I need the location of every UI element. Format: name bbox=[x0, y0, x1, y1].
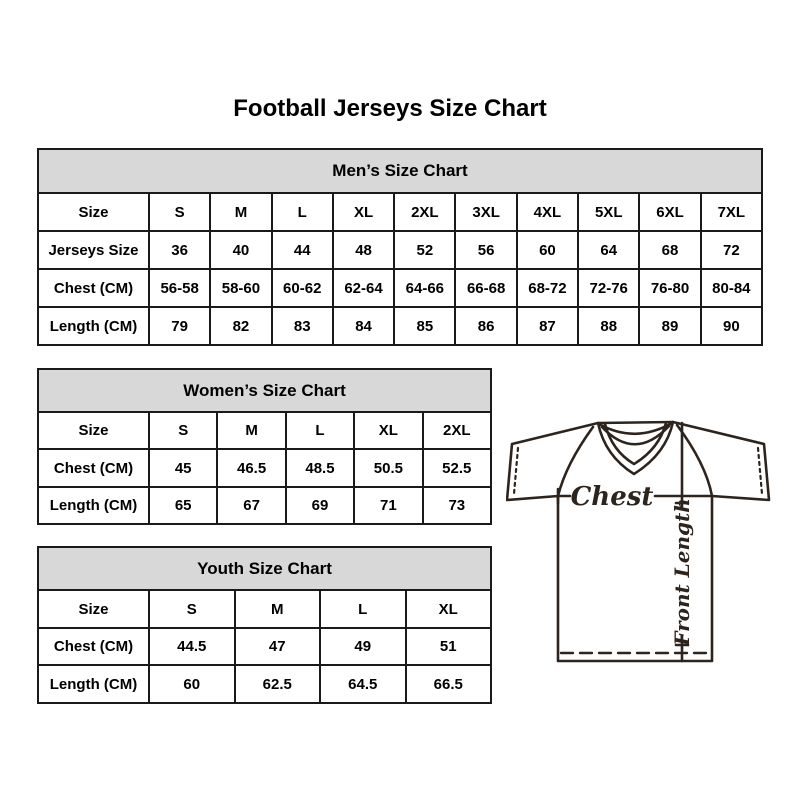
women-table-cell: 48.5 bbox=[286, 449, 354, 486]
men-row-header-cell: Chest (CM) bbox=[38, 269, 149, 307]
page-title: Football Jerseys Size Chart bbox=[233, 95, 547, 122]
men-table-cell: 5XL bbox=[578, 193, 639, 231]
women-table-cell: 67 bbox=[217, 487, 285, 524]
youth-size-table bbox=[37, 546, 492, 704]
women-table-cell: 45 bbox=[149, 449, 217, 486]
youth-table-cell: 64.5 bbox=[320, 665, 406, 703]
women-row-header-cell: Chest (CM) bbox=[38, 449, 149, 486]
youth-table-title-row bbox=[38, 547, 491, 590]
men-table-row-3 bbox=[38, 307, 762, 345]
men-table-cell: 56 bbox=[455, 231, 516, 269]
youth-table-cell: 60 bbox=[149, 665, 235, 703]
men-table-cell: 64-66 bbox=[394, 269, 455, 307]
youth-table-cell: XL bbox=[406, 590, 492, 628]
men-table-cell: 85 bbox=[394, 307, 455, 345]
women-table-row-2 bbox=[38, 487, 491, 524]
men-table-title-row bbox=[38, 149, 762, 193]
youth-table-cell: 62.5 bbox=[235, 665, 321, 703]
men-table-cell: 76-80 bbox=[639, 269, 700, 307]
women-table-cell: S bbox=[149, 412, 217, 449]
men-table-cell: 88 bbox=[578, 307, 639, 345]
women-table-cell: M bbox=[217, 412, 285, 449]
jersey-outline bbox=[507, 422, 769, 661]
women-table-cell: 73 bbox=[423, 487, 491, 524]
youth-table-row-2 bbox=[38, 665, 491, 703]
youth-table-cell: M bbox=[235, 590, 321, 628]
men-table-cell: 52 bbox=[394, 231, 455, 269]
men-table-cell: 83 bbox=[272, 307, 333, 345]
front-length-label: Front Length bbox=[670, 498, 694, 646]
men-table-cell: 48 bbox=[333, 231, 394, 269]
men-table-cell: M bbox=[210, 193, 271, 231]
women-table-cell: 71 bbox=[354, 487, 422, 524]
mens-size-table bbox=[37, 148, 763, 346]
youth-table-cell: L bbox=[320, 590, 406, 628]
youth-row-header-cell: Size bbox=[38, 590, 149, 628]
jersey-illustration bbox=[506, 414, 772, 668]
youth-row-header-cell: Chest (CM) bbox=[38, 628, 149, 666]
men-row-header-cell: Length (CM) bbox=[38, 307, 149, 345]
men-table-cell: 44 bbox=[272, 231, 333, 269]
men-table-cell: 64 bbox=[578, 231, 639, 269]
youth-table-cell: 44.5 bbox=[149, 628, 235, 666]
women-table-title: Women’s Size Chart bbox=[38, 369, 491, 412]
men-table-cell: 62-64 bbox=[333, 269, 394, 307]
women-table-title-row bbox=[38, 369, 491, 412]
jersey-measurement-diagram bbox=[506, 414, 772, 668]
youth-table-cell: 66.5 bbox=[406, 665, 492, 703]
women-table-cell: 52.5 bbox=[423, 449, 491, 486]
men-table-cell: 90 bbox=[701, 307, 762, 345]
men-table-cell: 40 bbox=[210, 231, 271, 269]
men-table-cell: 82 bbox=[210, 307, 271, 345]
men-table-cell: L bbox=[272, 193, 333, 231]
men-row-header-cell: Size bbox=[38, 193, 149, 231]
men-table-cell: 4XL bbox=[517, 193, 578, 231]
men-table-cell: 3XL bbox=[455, 193, 516, 231]
women-table-row-1 bbox=[38, 449, 491, 486]
men-table-cell: 72-76 bbox=[578, 269, 639, 307]
youth-table-row-0 bbox=[38, 590, 491, 628]
women-table-cell: 2XL bbox=[423, 412, 491, 449]
men-table-cell: 79 bbox=[149, 307, 210, 345]
men-table-cell: 89 bbox=[639, 307, 700, 345]
women-table-cell: 69 bbox=[286, 487, 354, 524]
men-table-cell: 66-68 bbox=[455, 269, 516, 307]
men-table-title: Men’s Size Chart bbox=[38, 149, 762, 193]
women-table-cell: 46.5 bbox=[217, 449, 285, 486]
men-table-cell: 36 bbox=[149, 231, 210, 269]
men-table-row-1 bbox=[38, 231, 762, 269]
youth-table-row-1 bbox=[38, 628, 491, 666]
men-table-cell: 6XL bbox=[639, 193, 700, 231]
men-table-cell: 84 bbox=[333, 307, 394, 345]
men-table-cell: 87 bbox=[517, 307, 578, 345]
men-table-cell: S bbox=[149, 193, 210, 231]
men-table-cell: 68-72 bbox=[517, 269, 578, 307]
youth-table-cell: 51 bbox=[406, 628, 492, 666]
men-row-header-cell: Jerseys Size bbox=[38, 231, 149, 269]
youth-table-cell: S bbox=[149, 590, 235, 628]
men-table-cell: 7XL bbox=[701, 193, 762, 231]
men-table-cell: 80-84 bbox=[701, 269, 762, 307]
men-table-cell: 68 bbox=[639, 231, 700, 269]
women-row-header-cell: Size bbox=[38, 412, 149, 449]
youth-table-cell: 49 bbox=[320, 628, 406, 666]
women-table-row-0 bbox=[38, 412, 491, 449]
men-table-cell: 60-62 bbox=[272, 269, 333, 307]
youth-table-title: Youth Size Chart bbox=[38, 547, 491, 590]
women-row-header-cell: Length (CM) bbox=[38, 487, 149, 524]
women-table-cell: 50.5 bbox=[354, 449, 422, 486]
women-table-cell: L bbox=[286, 412, 354, 449]
youth-row-header-cell: Length (CM) bbox=[38, 665, 149, 703]
men-table-cell: 86 bbox=[455, 307, 516, 345]
men-table-cell: 72 bbox=[701, 231, 762, 269]
women-table-cell: XL bbox=[354, 412, 422, 449]
men-table-cell: 56-58 bbox=[149, 269, 210, 307]
men-table-cell: 60 bbox=[517, 231, 578, 269]
chest-label: Chest bbox=[570, 482, 654, 512]
men-table-cell: 2XL bbox=[394, 193, 455, 231]
men-table-row-2 bbox=[38, 269, 762, 307]
men-table-cell: XL bbox=[333, 193, 394, 231]
youth-table-cell: 47 bbox=[235, 628, 321, 666]
men-table-row-0 bbox=[38, 193, 762, 231]
men-table-cell: 58-60 bbox=[210, 269, 271, 307]
women-table-cell: 65 bbox=[149, 487, 217, 524]
womens-size-table bbox=[37, 368, 492, 525]
